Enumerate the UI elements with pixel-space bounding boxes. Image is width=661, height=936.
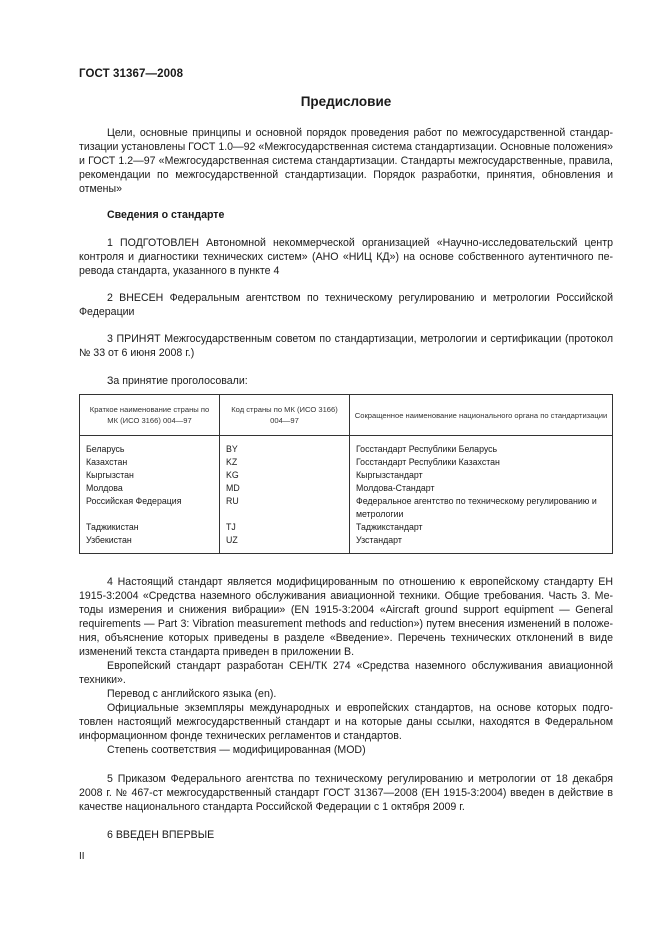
section-heading <box>79 208 613 222</box>
item-4-para-2 <box>79 659 613 687</box>
item-5-text: 5 Приказом Федерального агентства по техническому регулированию и метрологии от 18 декабря 2008 г. № 467-ст межгосударственный стандарт ГОСТ 31367—2008 (ЕН 1915-3:2004) введен в действие в качестве национального стандарта Российской Федерации с 1 октября 2009 г. <box>79 773 613 813</box>
item-3-text: 3 ПРИНЯТ Межгосударственным советом по стандартизации, метрологии и сертификации (протокол № 33 от 6 июня 2008 г.) <box>79 333 613 359</box>
item-6-text: 6 ВВЕДЕН ВПЕРВЫЕ <box>107 829 215 841</box>
item-2-text: 2 ВНЕСЕН Федеральным агентством по техническому регулированию и метрологии Российской Федерации <box>79 292 613 318</box>
item-6 <box>79 828 613 842</box>
item-1-text: 1 ПОДГОТОВЛЕН Автономной некоммерческой организацией «Научно-исследовательский центр контроля и диагностики технических систем» (АНО «НИЦ КД») на основе собственного аутентичного перевода стандарта, указанного в пункте 4 <box>79 237 613 277</box>
item-4-para-4 <box>79 701 613 743</box>
item-4-para-3 <box>79 687 613 701</box>
table-cell-body: Молдова-Стандарт <box>350 482 613 495</box>
item-4-block <box>79 575 613 757</box>
section-heading-text: Сведения о стандарте <box>107 209 225 221</box>
table-cell-country: Казахстан <box>80 456 220 469</box>
table-cell-body: Таджикстандарт <box>350 521 613 534</box>
table-cell-country: Беларусь <box>80 436 220 457</box>
table-row <box>80 521 613 534</box>
table-row <box>80 436 613 457</box>
table-cell-body: Госстандарт Республики Казахстан <box>350 456 613 469</box>
page-number: II <box>79 851 85 862</box>
table-header-row <box>80 395 613 436</box>
intro-text: Цели, основные принципы и основной порядок проведения работ по межгосударственной стандартизации установлены ГОСТ 1.0—92 «Межгосударственная система стандартизации. Основные положения» и ГОСТ 1.2—97 «Межгосударственная система стандартизации. Стандарты межгосударственные, правила, рекомендации по межгосударственной стандартизации. Порядок разработки, принятия, обновления и отмены» <box>79 127 613 195</box>
document-code: ГОСТ 31367—2008 <box>79 68 184 80</box>
table-cell-country: Узбекистан <box>80 534 220 554</box>
item-4-para-5 <box>79 743 613 757</box>
table-row <box>80 469 613 482</box>
table-cell-code: KG <box>220 469 350 482</box>
table-header-body: Сокращенное наименование национального органа по стандартизации <box>350 395 613 436</box>
item-1 <box>79 236 613 278</box>
table-cell-code: MD <box>220 482 350 495</box>
item-4-para-5-text: Степень соответствия — модифицированная (MOD) <box>107 744 366 756</box>
table-cell-country: Кыргызстан <box>80 469 220 482</box>
item-3 <box>79 332 613 360</box>
intro-paragraph <box>79 126 613 196</box>
table-cell-country: Российская Федерация <box>80 495 220 521</box>
table-row <box>80 456 613 469</box>
item-4-para-2-text: Европейский стандарт разработан СЕН/ТК 274 «Средства наземного обслуживания авиационной техники». <box>79 660 613 686</box>
table-row <box>80 534 613 554</box>
table-row <box>80 482 613 495</box>
voted-label <box>79 374 613 388</box>
item-4-para-3-text: Перевод с английского языка (en). <box>107 688 277 700</box>
table-cell-body: Федеральное агентство по техническому регулированию и метрологии <box>350 495 613 521</box>
table-cell-code: RU <box>220 495 350 521</box>
table-cell-code: TJ <box>220 521 350 534</box>
item-2 <box>79 291 613 319</box>
table-cell-body: Кыргызстандарт <box>350 469 613 482</box>
table-cell-body: Узстандарт <box>350 534 613 554</box>
item-5 <box>79 772 613 814</box>
table-cell-code: KZ <box>220 456 350 469</box>
table-cell-code: BY <box>220 436 350 457</box>
item-4-para-1 <box>79 575 613 659</box>
page-title: Предисловие <box>300 94 392 109</box>
table-cell-code: UZ <box>220 534 350 554</box>
item-4-para-1-text: 4 Настоящий стандарт является модифицированным по отношению к европейскому стандарту ЕН 1915-3:2004 «Средства наземного обслуживания авиационной техники. Общие требования. Часть 3. Методы измерения и снижения вибрации» (EN 1915-3:2004 «Aircraft ground support equipment — General requirements — Part 3: Vibration measurement methods and reduction») путем внесения изменений в положения, объяснение которых приведены в разделе «Введение». Перечень технических отклонений в виде изменений текста стандарта приведен в приложении В. <box>79 576 613 658</box>
table-cell-country: Таджикистан <box>80 521 220 534</box>
table-header-code: Код страны по МК (ИСО 3166) 004—97 <box>220 395 350 436</box>
voted-text: За принятие проголосовали: <box>107 375 248 387</box>
item-4-para-4-text: Официальные экземпляры международных и европейских стандартов, на основе которых подготовлен настоящий межгосударственный стандарт и на которые даны ссылки, находятся в Федеральном информационном фонде технических регламентов и стандартов. <box>79 702 613 742</box>
voting-countries-table <box>79 394 613 554</box>
table-cell-country: Молдова <box>80 482 220 495</box>
table-header-country: Краткое наименование страны по МК (ИСО 3166) 004—97 <box>80 395 220 436</box>
table-cell-body: Госстандарт Республики Беларусь <box>350 436 613 457</box>
table-row <box>80 495 613 521</box>
